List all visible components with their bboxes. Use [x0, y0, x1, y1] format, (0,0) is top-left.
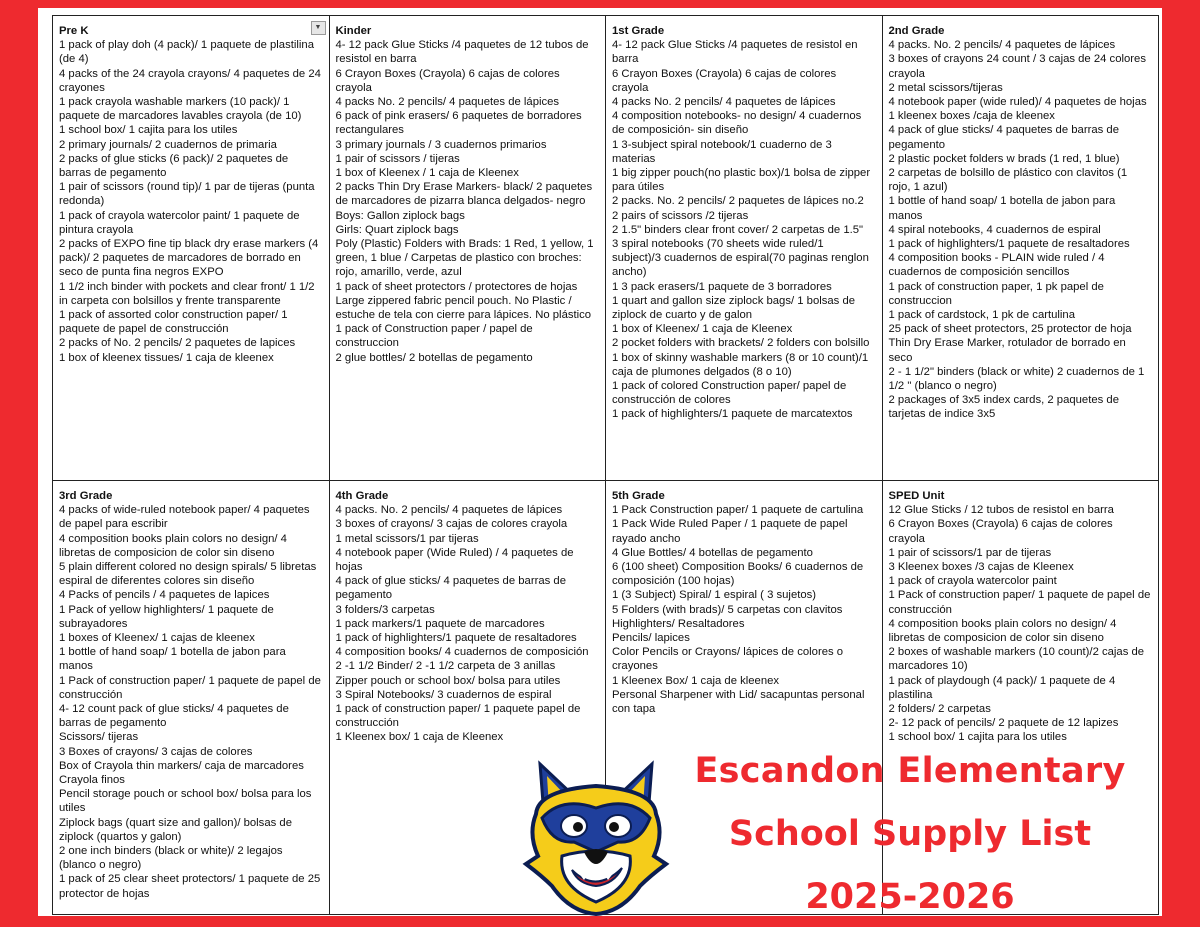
list-item: 6 (100 sheet) Composition Books/ 6 cuadernos de composición (100 hojas): [612, 561, 864, 588]
list-item: 2 packs of No. 2 pencils/ 2 paquetes de lapices: [59, 337, 296, 350]
list-item: 4- 12 count pack of glue sticks/ 4 paquetes de barras de pegamento: [59, 703, 289, 730]
list-item: Poly (Plastic) Folders with Brads: 1 Red, 1 yellow, 1 green, 1 blue / Carpetas de plastico con broches: rojo, amarillo, verde, azul: [335, 238, 594, 279]
list-item: 1 box of skinny washable markers (8 or 10 count)/1 caja de plumones delgados (8 o 10): [612, 351, 869, 378]
list-item: 1 Pack of construction paper/ 1 paquete de papel de construcción: [59, 674, 321, 701]
column-title: 5th Grade: [612, 490, 665, 502]
column-title: 3rd Grade: [59, 490, 113, 502]
list-item: 1 pack of highlighters/1 paquete de marcatextos: [612, 408, 853, 421]
item-list: [889, 38, 1153, 421]
list-item: 2 primary journals/ 2 cuadernos de primaria: [59, 138, 277, 151]
list-item: 4 notebook paper (wide ruled)/ 4 paquetes de hojas: [888, 96, 1147, 109]
list-item: 12 Glue Sticks / 12 tubos de resistol en barra: [888, 504, 1114, 517]
column-kinder: [329, 16, 606, 481]
list-item: Pencil storage pouch or school box/ bolsa para los utiles: [59, 788, 312, 815]
list-item: 1 school box/ 1 cajita para los utiles: [59, 124, 238, 137]
title-block: [665, 746, 1155, 922]
column-1st-grade: [606, 16, 883, 481]
list-item: Scissors/ tijeras: [59, 731, 139, 744]
item-list: [336, 503, 600, 744]
list-item: 3 primary journals / 3 cuadernos primarios: [335, 138, 547, 151]
list-item: 5 plain different colored no design spirals/ 5 libretas espiral de diferentes colores sin diseño: [59, 561, 317, 588]
column-title: SPED Unit: [888, 490, 945, 502]
table-row: [53, 16, 1159, 481]
list-item: 1 pack of crayola watercolor paint/ 1 paquete de pintura crayola: [59, 209, 300, 236]
column-title: Pre K: [59, 25, 89, 37]
column-title: Kinder: [335, 25, 372, 37]
list-item: 2 one inch binders (black or white)/ 2 legajos (blanco o negro): [59, 845, 283, 872]
list-item: 1 pair of scissors/1 par de tijeras: [888, 546, 1052, 559]
list-item: 2 glue bottles/ 2 botellas de pegamento: [335, 351, 533, 364]
list-item: 2 boxes of washable markers (10 count)/2 cajas de marcadores 10): [888, 646, 1145, 673]
list-item: 2 packs. No. 2 pencils/ 2 paquetes de lápices no.2: [612, 195, 864, 208]
column-title: 2nd Grade: [888, 25, 945, 37]
list-item: 2 pocket folders with brackets/ 2 folders con bolsillo: [612, 337, 870, 350]
list-item: 1 Pack Wide Ruled Paper / 1 paquete de papel rayado ancho: [612, 518, 848, 545]
list-item: 4 spiral notebooks, 4 cuadernos de espiral: [888, 223, 1101, 236]
list-item: 1 pair of scissors / tijeras: [335, 152, 460, 165]
wildcat-mascot-icon: [522, 756, 670, 916]
list-item: 4 composition books plain colors no design/ 4 libretas de composicion de color sin diseno: [888, 617, 1117, 645]
list-item: 4 notebook paper (Wide Ruled) / 4 paquetes de hojas: [335, 546, 574, 574]
list-item: 4 Glue Bottles/ 4 botellas de pegamento: [612, 546, 813, 559]
list-item: 2 packs of glue sticks (6 pack)/ 2 paquetes de barras de pegamento: [59, 152, 289, 180]
list-item: 3 Kleenex boxes /3 cajas de Kleenex: [888, 561, 1074, 574]
item-list: [336, 38, 600, 365]
list-item: 1 metal scissors/1 par tijeras: [335, 532, 479, 545]
list-item: 3 Boxes of crayons/ 3 cajas de colores: [59, 745, 253, 758]
list-item: 5 Folders (with brads)/ 5 carpetas con clavitos: [612, 603, 843, 616]
list-item: 2- 12 pack of pencils/ 2 paquete de 12 lapizes: [888, 717, 1119, 730]
list-item: 1 box of Kleenex / 1 caja de Kleenex: [335, 167, 519, 180]
item-list: [889, 503, 1153, 744]
list-item: 2 folders/ 2 carpetas: [888, 703, 991, 716]
list-item: Large zippered fabric pencil pouch. No Plastic / estuche de tela con cierre para lápices. No plástico: [335, 294, 592, 322]
list-item: 4 composition books - PLAIN wide ruled / 4 cuadernos de composición sencillos: [888, 252, 1105, 279]
chevron-down-icon[interactable]: ▼: [311, 21, 326, 35]
list-item: 1 pack of playdough (4 pack)/ 1 paquete de 4 plastilina: [888, 674, 1116, 701]
list-item: 1 quart and gallon size ziplock bags/ 1 bolsas de ziplock de cuarto y de galon: [612, 294, 856, 322]
list-item: 1 Pack of construction paper/ 1 paquete de papel de construcción: [888, 589, 1151, 616]
list-item: 2 1.5" binders clear front cover/ 2 carpetas de 1.5": [612, 223, 864, 236]
list-item: 1 pack of Construction paper / papel de construccion: [335, 323, 533, 350]
list-item: 3 spiral notebooks (70 sheets wide ruled/1 subject)/3 cuadernos de espiral(70 paginas renglon ancho): [612, 238, 869, 279]
list-item: 1 pack of highlighters/1 paquete de resaltadores: [888, 238, 1130, 251]
list-item: 1 pack of crayola watercolor paint: [888, 575, 1057, 588]
list-item: 4 pack of glue sticks/ 4 paquetes de barras de pegamento: [888, 124, 1119, 151]
column-3rd-grade: [53, 481, 330, 915]
list-item: 1 pack of construction paper, 1 pk papel de construccion: [888, 280, 1104, 307]
list-item: 4 composition books plain colors no design/ 4 libretas de composicion de color sin diseno: [59, 532, 287, 559]
list-item: 1 Pack Construction paper/ 1 paquete de cartulina: [612, 504, 864, 517]
list-item: 6 pack of pink erasers/ 6 paquetes de borradores rectangulares: [335, 110, 582, 137]
list-item: 6 Crayon Boxes (Crayola) 6 cajas de colores crayola: [335, 67, 560, 94]
item-list: [59, 38, 323, 365]
list-item: 1 box of Kleenex/ 1 caja de Kleenex: [612, 323, 793, 336]
list-item: Personal Sharpener with Lid/ sacapuntas personal con tapa: [612, 688, 865, 716]
list-item: 4 packs No. 2 pencils/ 4 paquetes de lápices: [335, 96, 560, 109]
list-item: 1 3 pack erasers/1 paquete de 3 borradores: [612, 280, 832, 293]
list-item: 1 1/2 inch binder with pockets and clear front/ 1 1/2 in carpeta con bolsillos y frente transparente: [59, 280, 315, 307]
list-item: 1 Pack of yellow highlighters/ 1 paquete de subrayadores: [59, 603, 274, 630]
list-item: 1 3-subject spiral notebook/1 cuaderno de 3 materias: [612, 138, 832, 165]
list-item: 1 pack of 25 clear sheet protectors/ 1 paquete de 25 protector de hojas: [59, 873, 321, 900]
list-item: Girls: Quart ziplock bags: [335, 223, 459, 236]
list-item: 4 pack of glue sticks/ 4 paquetes de barras de pegamento: [335, 575, 566, 602]
column-pre-k: [53, 16, 330, 481]
list-item: 1 pack of sheet protectors / protectores de hojas: [335, 280, 578, 293]
list-item: 1 pack crayola washable markers (10 pack)/ 1 paquete de marcadores lavables crayola (de 10): [59, 96, 302, 123]
list-item: 2 metal scissors/tijeras: [888, 81, 1003, 94]
list-item: 4 composition notebooks- no design/ 4 cuadernos de composición- sin diseño: [612, 110, 862, 137]
list-item: Boys: Gallon ziplock bags: [335, 209, 465, 222]
list-item: 4- 12 pack Glue Sticks /4 paquetes de 12 tubos de resistol en barra: [335, 39, 589, 66]
list-item: 1 Kleenex box/ 1 caja de Kleenex: [335, 731, 504, 744]
list-item: Zipper pouch or school box/ bolsa para utiles: [335, 674, 561, 687]
item-list: [612, 503, 876, 716]
list-item: 4 packs. No. 2 pencils/ 4 paquetes de lápices: [335, 504, 563, 517]
list-item: Ziplock bags (quart size and gallon)/ bolsas de ziplock (quartos y galon): [59, 816, 292, 843]
list-item: 1 Kleenex Box/ 1 caja de kleenex: [612, 674, 780, 687]
list-item: 1 pack of cardstock, 1 pk de cartulina: [888, 309, 1075, 322]
item-list: [612, 38, 876, 421]
list-item: 2 pairs of scissors /2 tijeras: [612, 209, 749, 222]
list-item: 4 packs No. 2 pencils/ 4 paquetes de lápices: [612, 96, 836, 109]
school-year-heading: 2025-2026: [805, 877, 1015, 917]
list-item: 1 box of kleenex tissues/ 1 caja de kleenex: [59, 351, 274, 364]
list-item: 1 kleenex boxes /caja de kleenex: [888, 110, 1055, 123]
school-name-heading: Escandon Elementary: [694, 751, 1126, 791]
list-item: Box of Crayola thin markers/ caja de marcadores Crayola finos: [59, 759, 304, 787]
list-item: 2 packs of EXPO fine tip black dry erase markers (4 pack)/ 2 paquetes de marcadores de borrado en seco de punta fina negros EXPO: [59, 238, 319, 279]
list-item: 1 pack of assorted color construction paper/ 1 paquete de papel de construcción: [59, 309, 288, 336]
list-item: 3 folders/3 carpetas: [335, 603, 435, 616]
list-item: Color Pencils or Crayons/ lápices de colores o crayones: [612, 646, 844, 673]
list-item: 4 packs. No. 2 pencils/ 4 paquetes de lápices: [888, 39, 1116, 52]
list-name-heading: School Supply List: [728, 814, 1092, 854]
item-list: [59, 503, 323, 901]
list-item: 3 boxes of crayons/ 3 cajas de colores crayola: [335, 518, 568, 531]
list-item: 1 boxes of Kleenex/ 1 cajas de kleenex: [59, 632, 255, 645]
list-item: 1 pack of colored Construction paper/ papel de construcción de colores: [612, 380, 847, 407]
list-item: 1 pair of scissors (round tip)/ 1 par de tijeras (punta redonda): [59, 181, 315, 208]
list-item: 4- 12 pack Glue Sticks /4 paquetes de resistol en barra: [612, 39, 858, 66]
list-item: Pencils/ lapices: [612, 632, 690, 645]
list-item: 2 - 1 1/2" binders (black or white) 2 cuadernos de 1 1/2 " (blanco o negro): [888, 365, 1145, 393]
list-item: 6 Crayon Boxes (Crayola) 6 cajas de colores crayola: [888, 518, 1113, 545]
list-item: 2 carpetas de bolsillo de plástico con clavitos (1 rojo, 1 azul): [888, 167, 1128, 194]
list-item: 2 packages of 3x5 index cards, 2 paquetes de tarjetas de indice 3x5: [888, 394, 1119, 421]
list-item: Highlighters/ Resaltadores: [612, 617, 745, 630]
list-item: 3 boxes of crayons 24 count / 3 cajas de 24 colores crayola: [888, 53, 1146, 80]
column-title: 1st Grade: [612, 25, 665, 37]
list-item: 4 packs of wide-ruled notebook paper/ 4 paquetes de papel para escribir: [59, 504, 310, 531]
list-item: 2 -1 1/2 Binder/ 2 -1 1/2 carpeta de 3 anillas: [335, 660, 556, 673]
list-item: 1 pack markers/1 paquete de marcadores: [335, 617, 545, 630]
list-item: 1 school box/ 1 cajita para los utiles: [888, 731, 1067, 744]
list-item: 1 pack of construction paper/ 1 paquete papel de construcción: [335, 703, 581, 730]
column-title: 4th Grade: [335, 490, 389, 502]
list-item: Thin Dry Erase Marker, rotulador de borrado en seco: [888, 337, 1126, 364]
list-item: 1 bottle of hand soap/ 1 botella de jabon para manos: [888, 195, 1116, 222]
list-item: 1 pack of play doh (4 pack)/ 1 paquete de plastilina (de 4): [59, 39, 314, 66]
list-item: 2 plastic pocket folders w brads (1 red, 1 blue): [888, 152, 1120, 165]
list-item: 2 packs Thin Dry Erase Markers- black/ 2 paquetes de marcadores de pizarra blanca delgados- negro: [335, 181, 593, 208]
list-item: 1 (3 Subject) Spiral/ 1 espiral ( 3 sujetos): [612, 589, 817, 602]
list-item: 3 Spiral Notebooks/ 3 cuadernos de espiral: [335, 688, 552, 701]
list-item: 4 packs of the 24 crayola crayons/ 4 paquetes de 24 crayones: [59, 67, 321, 94]
list-item: 4 composition books/ 4 cuadernos de composición: [335, 646, 589, 659]
column-2nd-grade: [882, 16, 1159, 481]
list-item: 1 pack of highlighters/1 paquete de resaltadores: [335, 632, 577, 645]
list-item: 1 big zipper pouch(no plastic box)/1 bolsa de zipper para útiles: [612, 167, 871, 194]
list-item: 25 pack of sheet protectors, 25 protector de hoja: [888, 323, 1132, 336]
list-item: 1 bottle of hand soap/ 1 botella de jabon para manos: [59, 646, 286, 673]
list-item: 6 Crayon Boxes (Crayola) 6 cajas de colores crayola: [612, 67, 837, 94]
list-item: 4 Packs of pencils / 4 paquetes de lapices: [59, 589, 270, 602]
